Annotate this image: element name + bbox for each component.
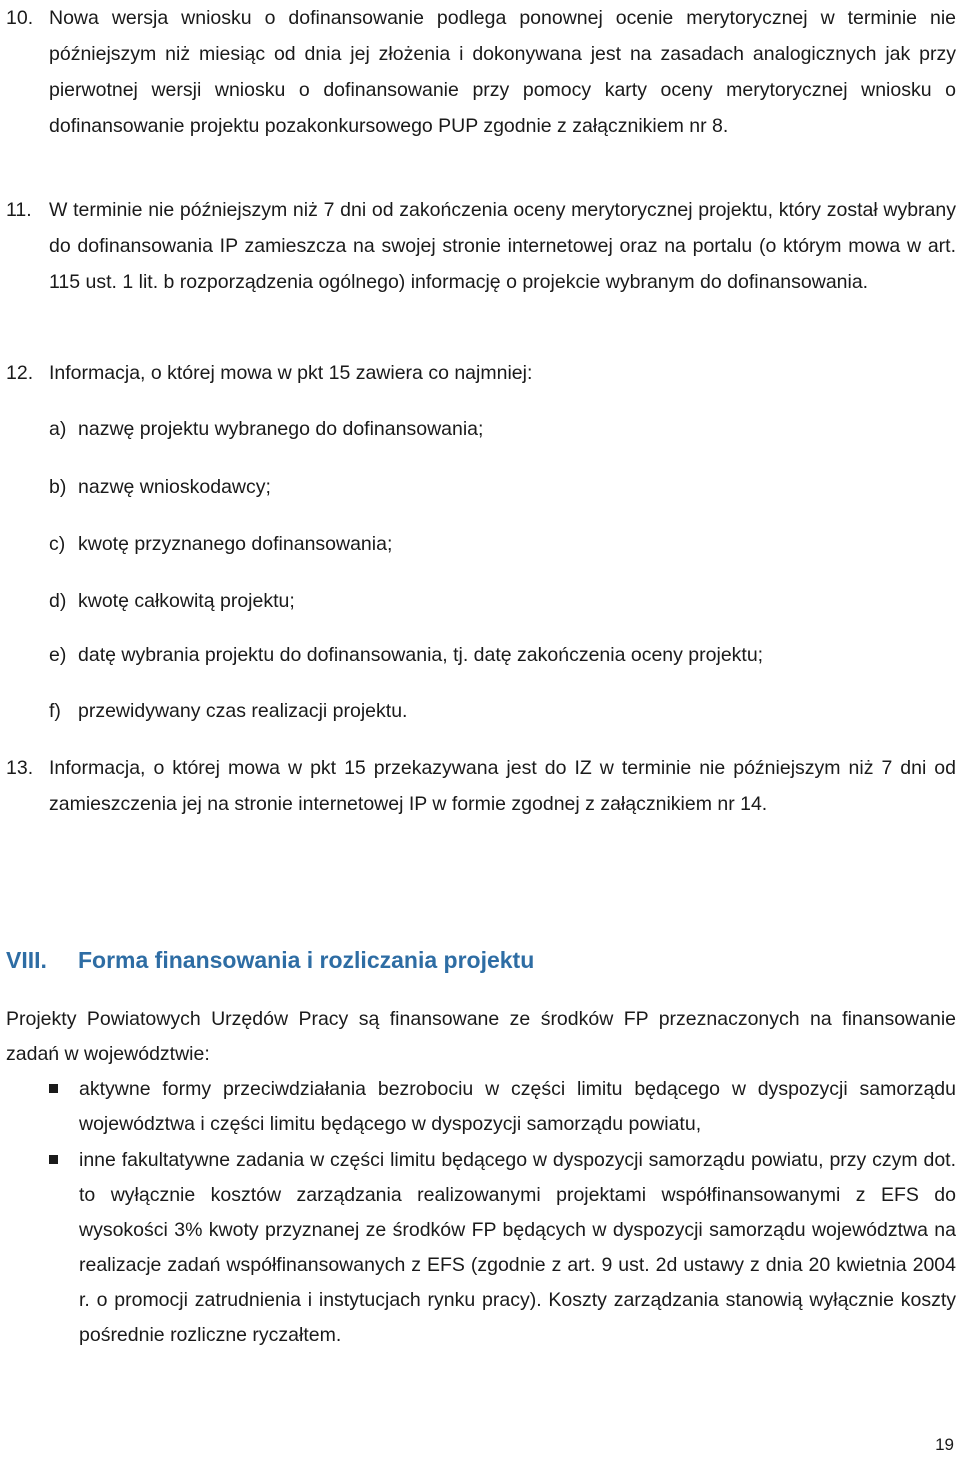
item-number: 10. (6, 7, 34, 29)
subitem-letter: b) (49, 476, 67, 498)
item-number: 13. (6, 757, 34, 779)
bullet-text: inne fakultatywne zadania w części limitu będącego w dyspozycji samorządu powiatu, przy czym dot. to wyłącznie kosztów zarządzania realizowanymi projektami współfinansowanymi z EFS do wysokości 3% kwoty przyznanej ze środków FP będących w dyspozycji samorządu województwa na realizacje zadań współfinansowanych z EFS (zgodnie z art. 9 ust. 2d ustawy z dnia 20 kwietnia 2004 r. o promocji zatrudnienia i instytucjach rynku pracy). Koszty zarządzania stanowią wyłącznie koszty pośrednie rozliczne ryczałtem. (79, 1149, 956, 1346)
page-number: 19 (935, 1435, 954, 1454)
subitem-text: nazwę wnioskodawcy; (78, 476, 271, 498)
item-text: Nowa wersja wniosku o dofinansowanie podlega ponownej ocenie merytorycznej w terminie nie późniejszym niż miesiąc od dnia jej złożenia i dokonywana jest na zasadach analogicznych jak przy pierwotnej wersji wniosku o dofinansowanie przy pomocy karty oceny merytorycznej wniosku o dofinansowanie projektu pozakonkursowego PUP zgodnie z załącznikiem nr 8. (49, 7, 956, 137)
subitem-text: datę wybrania projektu do dofinansowania, tj. datę zakończenia oceny projektu; (78, 644, 764, 666)
subitem-a (49, 414, 483, 444)
list-item-11 (6, 192, 956, 300)
subitem-letter: d) (49, 590, 67, 612)
subitem-text: przewidywany czas realizacji projektu. (78, 700, 408, 722)
item-text: Informacja, o której mowa w pkt 15 przekazywana jest do IZ w terminie nie późniejszym niż 7 dni od zamieszczenia jej na stronie internetowej IP w formie zgodnej z załącznikiem nr 14. (49, 757, 956, 815)
section-heading (6, 940, 534, 980)
item-text: W terminie nie późniejszym niż 7 dni od zakończenia oceny merytorycznej projektu, który został wybrany do dofinansowania IP zamieszcza na swojej stronie internetowej oraz na portalu (o którym mowa w art. 115 ust. 1 lit. b rozporządzenia ogólnego) informację o projekcie wybranym do dofinansowania. (49, 199, 956, 293)
list-item-10 (6, 0, 956, 144)
item-number: 11. (6, 199, 32, 221)
subitem-text: kwotę całkowitą projektu; (78, 590, 295, 612)
subitem-e (49, 640, 763, 670)
subitem-c (49, 529, 392, 559)
subitem-letter: c) (49, 533, 66, 555)
subitem-letter: e) (49, 644, 67, 666)
subitem-b (49, 472, 271, 502)
section-title: Forma finansowania i rozliczania projektu (78, 947, 535, 973)
subitem-letter: f) (49, 700, 61, 722)
subitem-letter: a) (49, 418, 67, 440)
bullet-item (49, 1072, 956, 1142)
subitem-f (49, 696, 407, 726)
square-bullet-icon (49, 1155, 58, 1164)
item-number: 12. (6, 362, 34, 384)
square-bullet-icon (49, 1084, 58, 1093)
subitem-d (49, 586, 295, 616)
section-number: VIII. (6, 947, 47, 973)
bullet-item (49, 1143, 956, 1353)
list-item-12 (6, 355, 956, 391)
bullet-text: aktywne formy przeciwdziałania bezrobociu w części limitu będącego w dyspozycji samorządu województwa i części limitu będącego w dyspozycji samorządu powiatu, (79, 1078, 956, 1135)
item-text: Informacja, o której mowa w pkt 15 zawiera co najmniej: (49, 362, 533, 384)
subitem-text: kwotę przyznanego dofinansowania; (78, 533, 393, 555)
subitem-text: nazwę projektu wybranego do dofinansowania; (78, 418, 484, 440)
list-item-13 (6, 750, 956, 822)
intro-paragraph: Projekty Powiatowych Urzędów Pracy są finansowane ze środków FP przeznaczonych na finansowanie zadań w województwie: (6, 1008, 956, 1065)
